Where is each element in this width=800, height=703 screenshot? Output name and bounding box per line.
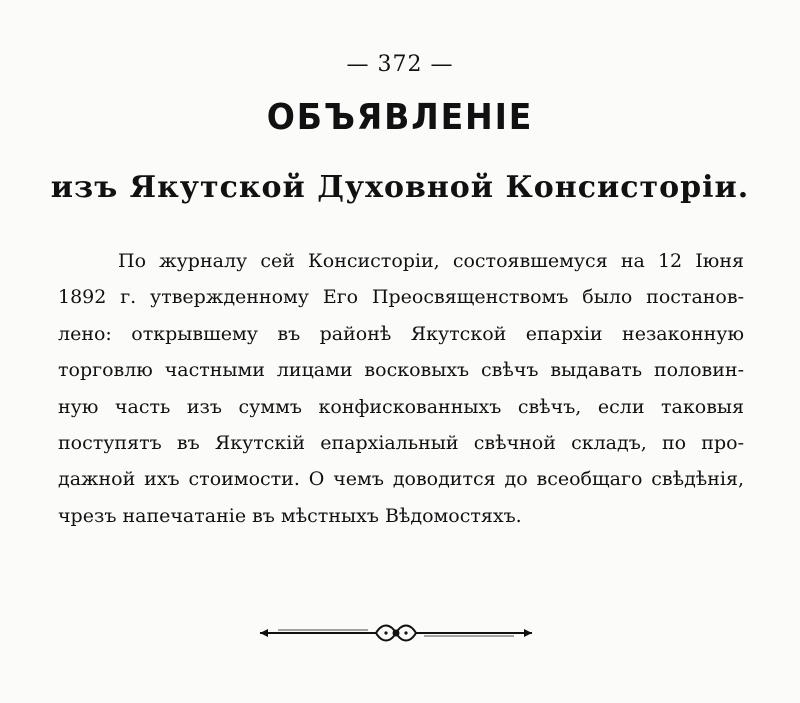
body-line-6: поступятъ въ Якутскiй епархiальный свѣчной складъ, по про- — [58, 431, 744, 454]
body-line-3: лено: открывшему въ районѣ Якутской епархiи незаконную — [58, 322, 744, 345]
announcement-subheading: изъ Якутской Духовной Консисторiи. — [50, 170, 750, 205]
announcement-body — [58, 243, 744, 534]
page-number: — 372 — — [346, 52, 454, 77]
tailpiece-ornament-icon — [258, 621, 534, 645]
body-line-7: дажной ихъ стоимости. О чемъ доводится до всеобщаго свѣдѣнiя, — [58, 468, 744, 491]
body-line-4: торговлю частными лицами восковыхъ свѣчъ выдавать половин- — [58, 359, 744, 382]
body-line-1: По журналу сей Консисторiи, состоявшемуся на 12 Iюня — [118, 250, 744, 272]
announcement-heading: ОБЪЯВЛЕНIЕ — [266, 97, 534, 138]
body-line-5: ную часть изъ суммъ конфискованныхъ свѣчъ, если таковыя — [58, 395, 744, 418]
body-line-8: чрезъ напечатанiе въ мѣстныхъ Вѣдомостяхъ. — [58, 504, 522, 527]
body-line-2: 1892 г. утвержденному Его Преосвященствомъ было постанов- — [58, 286, 744, 309]
